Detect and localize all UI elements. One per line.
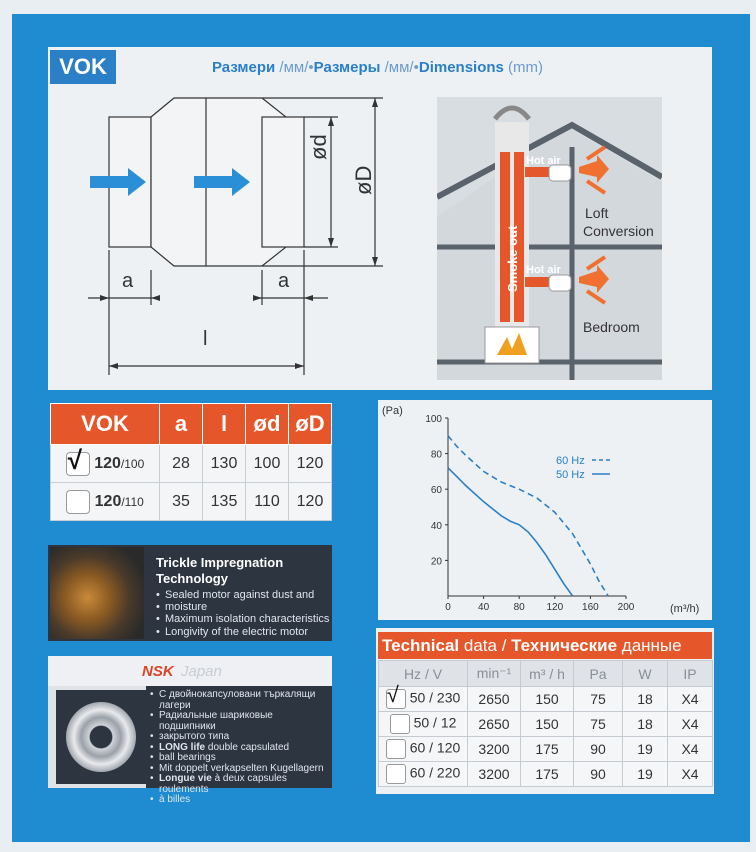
- list-item: • Longivity of the electric motor: [156, 626, 329, 639]
- list-item-text: double capsulated: [205, 741, 290, 753]
- y-tick-label: 40: [430, 520, 442, 532]
- ip-cell: X4: [668, 712, 713, 737]
- hzv-cell: [379, 762, 468, 787]
- longue-vie-bold: Longue vie: [159, 773, 212, 784]
- header-D: øD: [289, 404, 332, 445]
- nsk-brand: NSK: [142, 663, 174, 680]
- series-line-50-hz: [448, 468, 573, 596]
- d-cell: 100: [246, 445, 289, 483]
- table-row: [379, 762, 713, 787]
- checkmark-icon: √: [67, 444, 83, 475]
- model-cell: [51, 445, 160, 483]
- row-checkbox[interactable]: [386, 764, 406, 784]
- row-checkbox[interactable]: [390, 714, 410, 734]
- rpm-cell: 3200: [468, 737, 521, 762]
- brand-label: VOK: [50, 50, 116, 84]
- long-life-bold: LONG life: [159, 741, 206, 753]
- nsk-bullets: [150, 690, 332, 806]
- model-sub: /110: [121, 494, 144, 509]
- tech-title-ru: Технические: [511, 636, 618, 655]
- trickle-bullets: [156, 589, 329, 638]
- hzv-value: 50 / 12: [413, 714, 457, 731]
- legend-label: 60 Hz: [556, 455, 585, 467]
- hzv-cell: [379, 682, 468, 712]
- list-item: • ball bearings: [150, 753, 332, 764]
- ip-cell: X4: [668, 737, 713, 762]
- nsk-box: [48, 656, 332, 805]
- header-w: W: [623, 661, 668, 687]
- list-item: [150, 774, 332, 795]
- tech-title-bar: [378, 632, 712, 659]
- hzv-cell: [379, 737, 468, 762]
- header-rpm: min⁻¹: [468, 661, 521, 687]
- motor-image: [50, 547, 144, 639]
- conversion-label: Conversion: [583, 223, 654, 239]
- w-cell: 18: [623, 712, 668, 737]
- pa-cell: 90: [574, 762, 623, 787]
- title-en-unit: (mm): [503, 59, 544, 76]
- title-ru: Размеры: [313, 59, 381, 76]
- row-checkbox[interactable]: [386, 682, 406, 709]
- model-sub: /100: [120, 456, 145, 471]
- bearing-ring-icon: [66, 702, 136, 772]
- l-cell: 130: [203, 445, 246, 483]
- model-value: 120: [94, 454, 121, 472]
- header-d: ød: [246, 404, 289, 445]
- label-a-left: a: [122, 270, 134, 292]
- hzv-value: 60 / 120: [409, 739, 461, 756]
- y-tick-label: 80: [430, 449, 442, 461]
- list-item: • Mit doppelt verkapselten Kugellagern: [150, 764, 332, 775]
- label-l: l: [203, 328, 208, 350]
- title-bg: Размери: [212, 59, 276, 76]
- pa-cell: 90: [574, 737, 623, 762]
- header-l: l: [203, 404, 246, 445]
- header-flow: m³ / h: [521, 661, 574, 687]
- tech-table: [378, 660, 713, 787]
- y-tick-label: 100: [425, 414, 442, 425]
- nsk-header: [48, 656, 332, 686]
- trickle-title-1: Trickle Impregnation: [156, 555, 284, 570]
- header-ip: IP: [668, 661, 713, 687]
- ip-cell: X4: [668, 687, 713, 712]
- y-tick-label: 20: [430, 556, 442, 568]
- hot-air-bottom-label: Hot air: [526, 264, 561, 276]
- y-tick-label: 60: [430, 485, 442, 497]
- rpm-cell: 3200: [468, 762, 521, 787]
- flow-cell: 175: [521, 762, 574, 787]
- list-item-text: закрытого типа: [159, 731, 230, 742]
- header-model: VOK: [51, 404, 160, 445]
- list-item: • moisture: [156, 601, 329, 614]
- hzv-value: 60 / 220: [409, 764, 461, 781]
- row-checkbox[interactable]: [66, 490, 90, 514]
- nsk-brand-sub: Japan: [181, 663, 222, 680]
- hzv-value: 50 / 230: [409, 689, 461, 706]
- w-cell: 19: [623, 762, 668, 787]
- flow-cell: 150: [521, 712, 574, 737]
- loft-label: Loft: [585, 205, 609, 221]
- checkmark-icon: √: [386, 682, 399, 707]
- list-item: • à billes: [150, 795, 332, 806]
- trickle-title-2: Technology: [156, 571, 228, 586]
- x-tick-label: 120: [546, 602, 564, 613]
- tech-title-ru-rest: данные: [617, 636, 682, 655]
- title-en: Dimensions: [418, 59, 504, 76]
- x-tick-label: 80: [513, 602, 525, 613]
- list-item: • Sealed motor against dust and: [156, 589, 329, 602]
- smoke-out-label: Smoke out: [505, 225, 520, 292]
- x-tick-label: 200: [617, 602, 635, 613]
- table-row: [379, 687, 713, 712]
- house-illustration: [437, 97, 662, 380]
- y-axis-label: (Pa): [382, 405, 403, 417]
- x-tick-label: 0: [445, 602, 451, 613]
- label-d-big: øD: [351, 165, 376, 195]
- dimension-table: [50, 403, 332, 521]
- bedroom-label: Bedroom: [583, 319, 640, 335]
- trickle-box: [48, 545, 332, 641]
- tech-title-en: Technical: [382, 636, 460, 655]
- title-ru-unit: /мм/•: [380, 59, 419, 76]
- performance-chart: [378, 400, 712, 620]
- D-cell: 120: [289, 445, 332, 483]
- d-cell: 110: [246, 483, 289, 521]
- bearing-image: [56, 690, 146, 784]
- D-cell: 120: [289, 483, 332, 521]
- a-cell: 35: [160, 483, 203, 521]
- pa-cell: 75: [574, 712, 623, 737]
- table-row: [51, 483, 332, 521]
- list-item: • С двойнокапсуловани търкалящи лагери: [150, 690, 332, 711]
- flow-cell: 175: [521, 737, 574, 762]
- fan-drawing: [48, 90, 428, 390]
- header-hzv: Hz / V: [379, 661, 468, 687]
- list-item: • Радиальные шариковые подшипники: [150, 711, 332, 732]
- dimension-table-header: [51, 404, 332, 445]
- table-row: [379, 737, 713, 762]
- x-axis-label: (m³/h): [670, 603, 700, 615]
- pa-cell: 75: [574, 687, 623, 712]
- row-checkbox[interactable]: [386, 739, 406, 759]
- l-cell: 135: [203, 483, 246, 521]
- list-item-text: à deux capsules roulements: [159, 773, 287, 795]
- table-row: [51, 445, 332, 483]
- tech-table-header: [379, 661, 713, 687]
- w-cell: 19: [623, 737, 668, 762]
- a-cell: 28: [160, 445, 203, 483]
- rpm-cell: 2650: [468, 687, 521, 712]
- title-bg-unit: /мм/•: [275, 59, 314, 76]
- header-pa: Pa: [574, 661, 623, 687]
- table-row: [379, 712, 713, 737]
- header-a: a: [160, 404, 203, 445]
- x-tick-label: 160: [582, 602, 599, 613]
- ip-cell: X4: [668, 762, 713, 787]
- legend-label: 50 Hz: [556, 469, 585, 481]
- model-value: 120: [94, 492, 122, 510]
- w-cell: 18: [623, 687, 668, 712]
- label-a-right: a: [278, 270, 290, 292]
- x-tick-label: 40: [478, 602, 490, 613]
- hzv-cell: [379, 712, 468, 737]
- tech-title-en-rest: data /: [459, 636, 512, 655]
- label-d-small: ød: [306, 134, 331, 160]
- rpm-cell: 2650: [468, 712, 521, 737]
- model-cell: [51, 483, 160, 521]
- flow-cell: 150: [521, 687, 574, 712]
- dimensions-title: [212, 59, 543, 76]
- row-checkbox[interactable]: [66, 444, 90, 476]
- list-item: • Maximum isolation characteristics: [156, 613, 329, 626]
- hot-air-top-label: Hot air: [526, 155, 561, 167]
